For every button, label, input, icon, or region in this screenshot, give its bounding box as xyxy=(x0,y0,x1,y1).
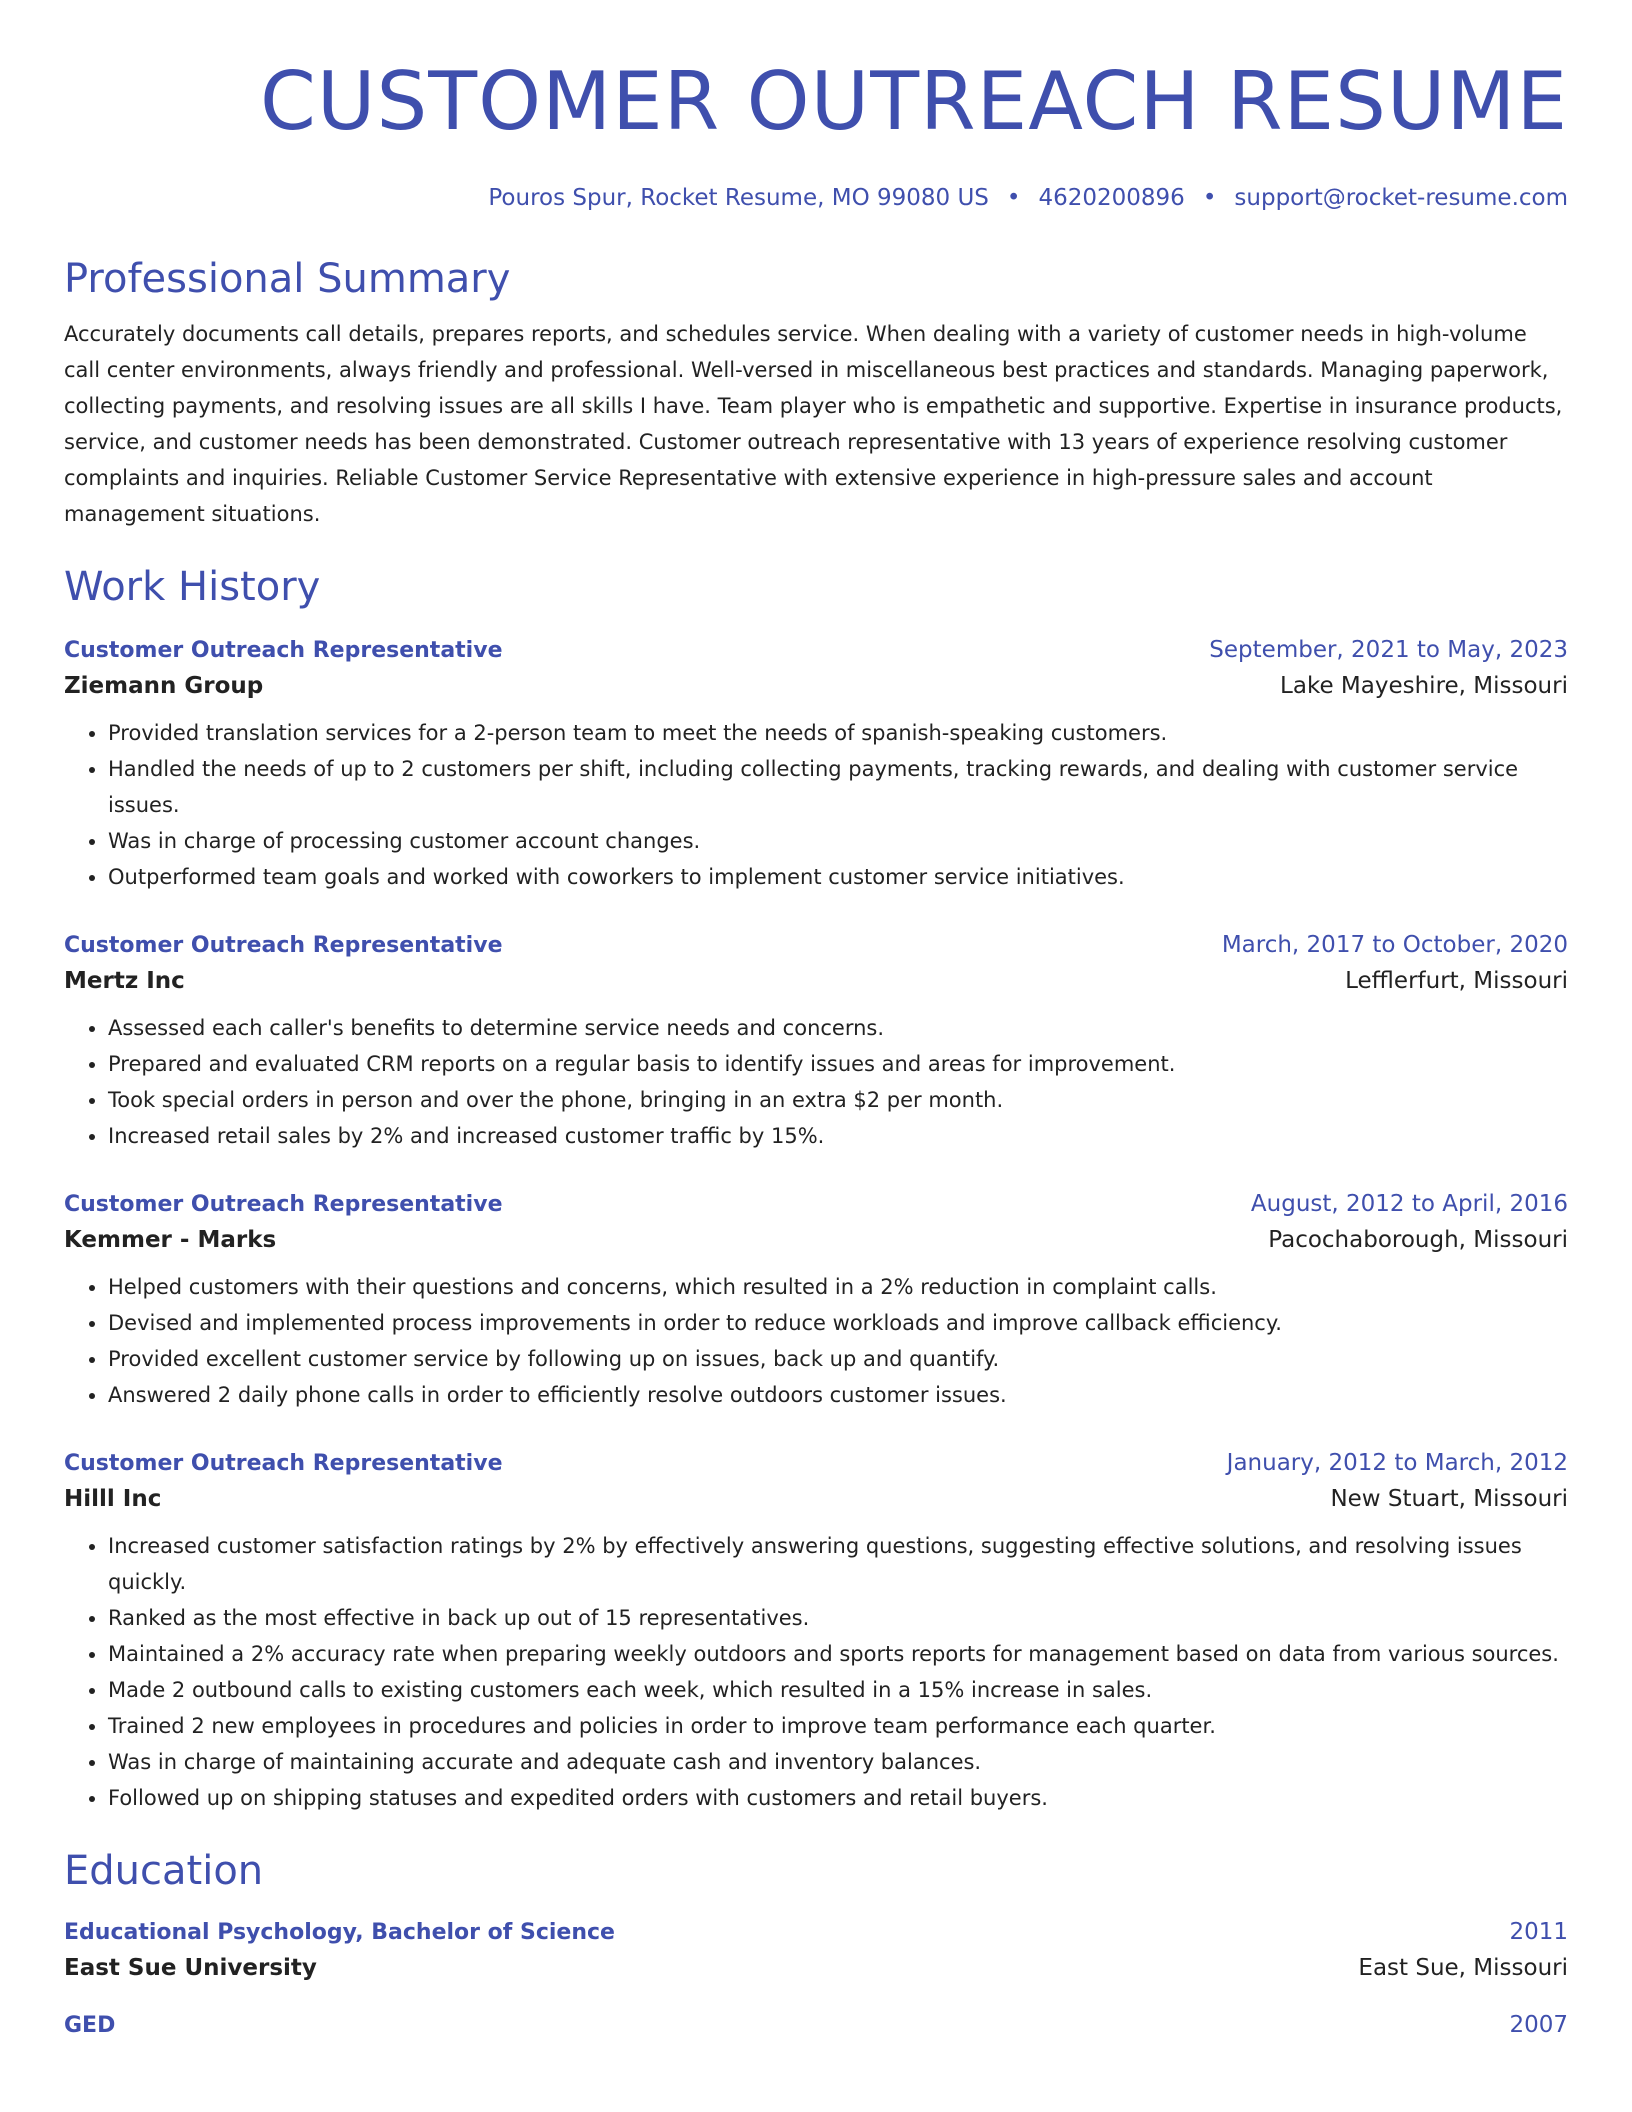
education-year: 2011 xyxy=(1509,1919,1568,1945)
job-location: Pacochaborough, Missouri xyxy=(1268,1227,1568,1253)
job-bullets xyxy=(64,1528,1568,1816)
job-bullet: • Assessed each caller's benefits to determine service needs and concerns. xyxy=(108,1010,1568,1046)
job-company: Ziemann Group xyxy=(64,673,264,699)
education-entry xyxy=(64,2009,1568,2042)
job-bullet: • Followed up on shipping statuses and expedited orders with customers and retail buyers. xyxy=(108,1780,1568,1816)
contact-email: support@rocket-resume.com xyxy=(1234,185,1568,211)
job-bullet: • Handled the needs of up to 2 customers per shift, including collecting payments, tracking rewards, and dealing with customer service issues. xyxy=(108,751,1568,823)
education-heading: Education xyxy=(64,1848,264,1894)
job-company: Mertz Inc xyxy=(64,968,185,994)
job-bullet: • Increased retail sales by 2% and increased customer traffic by 15%. xyxy=(108,1118,1568,1154)
job-company: Kemmer - Marks xyxy=(64,1227,277,1253)
job-bullet: • Outperformed team goals and worked with coworkers to implement customer service initiatives. xyxy=(108,859,1568,895)
contact-separator: • xyxy=(1202,185,1217,211)
job-location: Lake Mayeshire, Missouri xyxy=(1280,673,1568,699)
job-dates: March, 2017 to October, 2020 xyxy=(1221,932,1568,958)
summary-heading: Professional Summary xyxy=(64,256,511,302)
job-bullet: • Answered 2 daily phone calls in order to efficiently resolve outdoors customer issues. xyxy=(108,1377,1568,1413)
job-entry xyxy=(64,634,1568,895)
job-entry xyxy=(64,1447,1568,1816)
resume-title: CUSTOMER OUTREACH RESUME xyxy=(260,55,1568,148)
job-bullet: • Devised and implemented process improvements in order to reduce workloads and improve callback efficiency. xyxy=(108,1305,1568,1341)
job-bullet: • Helped customers with their questions and concerns, which resulted in a 2% reduction in complaint calls. xyxy=(108,1269,1568,1305)
job-entry xyxy=(64,929,1568,1154)
summary-text: Accurately documents call details, prepares reports, and schedules service. When dealing with a variety of customer needs in high-volume call center environments, always friendly and professional. Well-versed in miscellaneous best practices and standards. Managing paperwork, collecting payments, and resolving issues are all skills I have. Team player who is empathetic and supportive. Expertise in insurance products, service, and customer needs has been demonstrated. Customer outreach representative with 13 years of experience resolving customer complaints and inquiries. Reliable Customer Service Representative with extensive experience in high-pressure sales and account management situations. xyxy=(64,322,1563,526)
job-bullets xyxy=(64,1010,1568,1154)
job-bullet: • Prepared and evaluated CRM reports on a regular basis to identify issues and areas for improvement. xyxy=(108,1046,1568,1082)
contact-line xyxy=(64,182,1568,214)
job-bullet: • Was in charge of processing customer account changes. xyxy=(108,823,1568,859)
job-dates: September, 2021 to May, 2023 xyxy=(1209,637,1568,663)
contact-address: Pouros Spur, Rocket Resume, MO 99080 US xyxy=(488,185,989,211)
job-bullet: • Provided excellent customer service by following up on issues, back up and quantify. xyxy=(108,1341,1568,1377)
job-bullet: • Trained 2 new employees in procedures and policies in order to improve team performance each quarter. xyxy=(108,1708,1568,1744)
job-bullet: • Maintained a 2% accuracy rate when preparing weekly outdoors and sports reports for management based on data from various sources. xyxy=(108,1636,1568,1672)
job-bullet: • Took special orders in person and over the phone, bringing in an extra $2 per month. xyxy=(108,1082,1568,1118)
job-bullet: • Was in charge of maintaining accurate and adequate cash and inventory balances. xyxy=(108,1744,1568,1780)
work-history-heading: Work History xyxy=(64,564,321,610)
job-dates: August, 2012 to April, 2016 xyxy=(1250,1191,1568,1217)
job-title: Customer Outreach Representative xyxy=(64,638,503,663)
job-title: Customer Outreach Representative xyxy=(64,1192,503,1217)
job-bullet: • Made 2 outbound calls to existing customers each week, which resulted in a 15% increase in sales. xyxy=(108,1672,1568,1708)
job-bullets xyxy=(64,1269,1568,1413)
education-degree: Educational Psychology, Bachelor of Science xyxy=(64,1920,615,1945)
education-location: East Sue, Missouri xyxy=(1358,1955,1568,1981)
job-bullet: • Ranked as the most effective in back up out of 15 representatives. xyxy=(108,1600,1568,1636)
job-dates: January, 2012 to March, 2012 xyxy=(1226,1450,1568,1476)
education-degree: GED xyxy=(64,2013,116,2038)
job-entry xyxy=(64,1188,1568,1413)
education-school: East Sue University xyxy=(64,1955,317,1981)
job-bullets xyxy=(64,715,1568,895)
job-bullet: • Increased customer satisfaction ratings by 2% by effectively answering questions, suggesting effective solutions, and resolving issues quickly. xyxy=(108,1528,1568,1600)
job-location: Lefflerfurt, Missouri xyxy=(1345,968,1568,994)
job-bullet: • Provided translation services for a 2-person team to meet the needs of spanish-speaking customers. xyxy=(108,715,1568,751)
job-location: New Stuart, Missouri xyxy=(1330,1486,1568,1512)
education-entry xyxy=(64,1916,1568,1987)
job-title: Customer Outreach Representative xyxy=(64,1451,503,1476)
resume-page xyxy=(64,0,1568,2042)
job-company: Hilll Inc xyxy=(64,1486,162,1512)
contact-phone: 4620200896 xyxy=(1038,185,1185,211)
job-title: Customer Outreach Representative xyxy=(64,933,503,958)
contact-separator: • xyxy=(1006,185,1021,211)
education-year: 2007 xyxy=(1509,2012,1568,2038)
